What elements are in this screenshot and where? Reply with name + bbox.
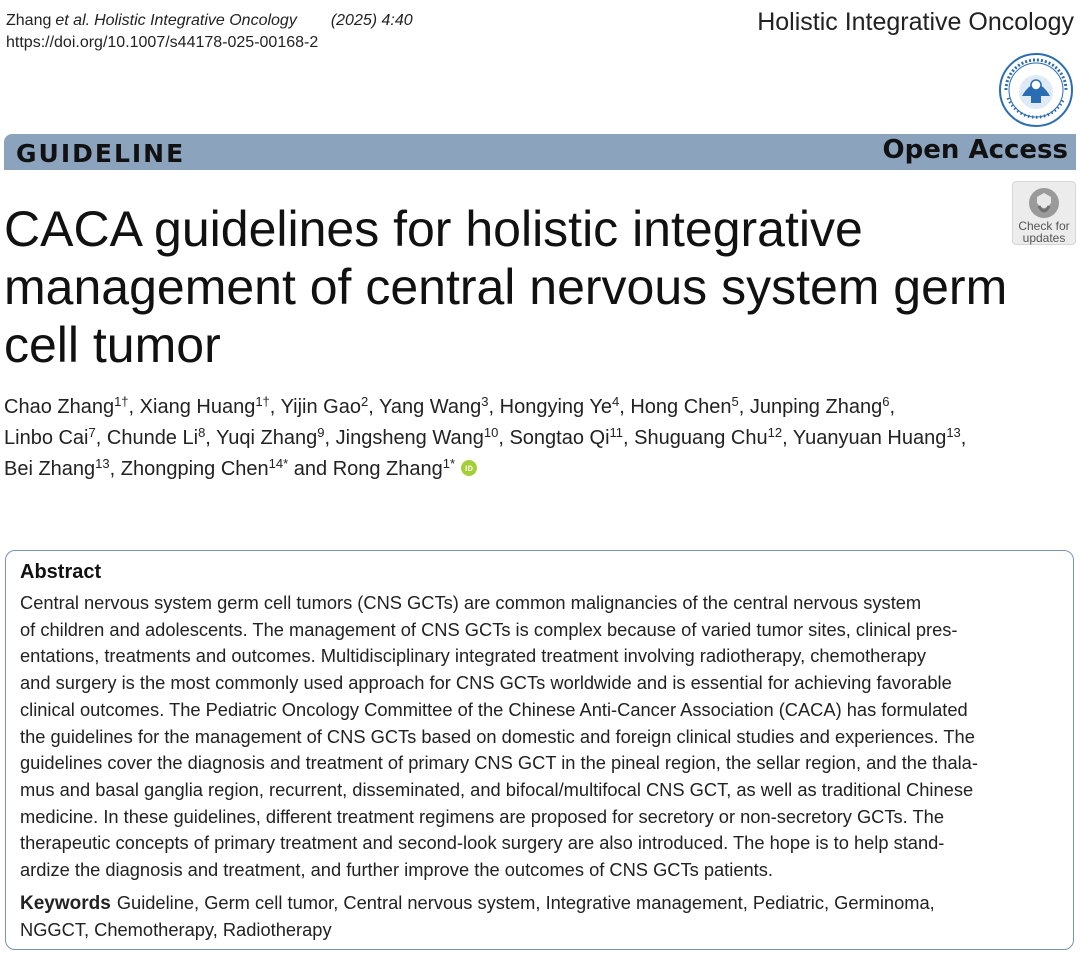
author-affiliation: 4 xyxy=(611,394,620,409)
author-affiliation: 6 xyxy=(882,394,890,409)
abstract-line: clinical outcomes. The Pediatric Oncology Committee of the Chinese Anti-Cancer Association (CACA) has formulated xyxy=(20,698,968,720)
abstract-line: medicine. In these guidelines, different treatment regimens are proposed for secretory or non-secretory GCTs. The xyxy=(20,805,944,827)
author-affiliation: 13 xyxy=(95,456,110,471)
check-updates-line2: updates xyxy=(1022,231,1066,245)
journal-name: Holistic Integrative Oncology xyxy=(757,8,1074,36)
author-affiliation: 1† xyxy=(114,394,129,409)
abstract-line: ardize the diagnosis and treatment, and further improve the outcomes of CNS GCTs patients. xyxy=(20,859,773,881)
abstract-line: the guidelines for the management of CNS GCTs based on domestic and foreign clinical studies and experiences. The xyxy=(20,725,975,747)
abstract-box xyxy=(5,550,1074,950)
abstract-heading: Abstract xyxy=(20,561,102,583)
abstract-line: guidelines cover the diagnosis and treatment of primary CNS GCT in the pineal region, the sellar region, and the thala- xyxy=(20,752,978,774)
check-updates-icon xyxy=(1027,186,1061,220)
abstract-line: therapeutic concepts of primary treatment and second-look surgery are also introduced. The hope is to help stand- xyxy=(20,832,945,854)
author-affiliation: 10 xyxy=(483,425,499,440)
keywords-label: Keywords xyxy=(20,892,111,914)
abstract-line: entations, treatments and outcomes. Multidisciplinary integrated treatment involving radiotherapy, chemotherapy xyxy=(20,645,927,667)
author-affiliation: 2 xyxy=(360,394,369,409)
keywords-line2: NGGCT, Chemotherapy, Radiotherapy xyxy=(20,919,332,941)
author-name[interactable]: Hong Chen xyxy=(630,396,732,418)
article-type: GUIDELINE xyxy=(16,139,186,168)
author-name[interactable]: Bei Zhang xyxy=(4,458,96,480)
author-name[interactable]: Rong Zhang xyxy=(332,458,443,480)
author-affiliation: 1† xyxy=(255,394,270,409)
keywords-line1: Guideline, Germ cell tumor, Central nervous system, Integrative management, Pediatric, Germinoma, xyxy=(116,891,935,913)
check-updates-line1: Check for xyxy=(1018,219,1070,233)
author-name[interactable]: Shuguang Chu xyxy=(634,427,768,449)
author-name[interactable]: Chao Zhang xyxy=(4,396,115,418)
article-title: CACA guidelines for holistic integrative management of central nervous system germ cell tumor xyxy=(4,201,1008,373)
author-name[interactable]: Linbo Cai xyxy=(4,427,89,449)
author-and: and xyxy=(293,458,328,480)
abstract-line: mus and basal ganglia region, recurrent, disseminated, and bifocal/multifocal CNS GCT, as well as traditional Chinese xyxy=(20,778,974,800)
author-affiliation: 12 xyxy=(767,425,783,440)
author-affiliation: 5 xyxy=(731,394,739,409)
author-name[interactable]: Xiang Huang xyxy=(139,396,256,418)
author-name[interactable]: Hongying Ye xyxy=(499,396,612,418)
citation-line xyxy=(6,10,417,32)
author-affiliation: 7 xyxy=(88,425,96,440)
abstract-line: Central nervous system germ cell tumors (CNS GCTs) are common malignancies of the central nervous system xyxy=(20,592,922,613)
author-name[interactable]: Yijin Gao xyxy=(280,396,361,418)
authors-short: Zhang xyxy=(6,12,52,29)
author-affiliation: 3 xyxy=(481,394,489,409)
author-name[interactable]: Songtao Qi xyxy=(509,427,610,449)
author-list: Chao Zhang$^{1\dagger}$, Xiang Huang$^{1\dagger}$, Yijin Gao$^2$, Yang Wang$^3$, Hongying Ye$^4$, Hong Chen$^5$, Junping Zhang$^6$, Linbo Cai$^7$, Chunde Li$^8$, Yuqi Zhang$^9$, Jingsheng Wang$^{10}$, Songtao Qi$^{11}$, Shuguang Chu$^{12}$, Yuanyuan Huang$^{13}$, Bei Zhang$^{13}$, Zhongping Chen$^{14*}$ and Rong Zhang$^{1*}$ xyxy=(4,394,967,480)
author-affiliation: 1* xyxy=(442,456,456,471)
author-name[interactable]: Chunde Li xyxy=(106,427,199,449)
running-header xyxy=(6,10,417,54)
abstract-line: of children and adolescents. The management of CNS GCTs is complex because of varied tumor sites, clinical pres- xyxy=(20,618,958,640)
author-name[interactable]: Yuqi Zhang xyxy=(216,427,318,449)
journal-short: Holistic Integrative Oncology xyxy=(94,12,297,29)
association-logo-icon xyxy=(998,52,1074,128)
article-type-banner xyxy=(4,134,1076,170)
author-affiliation: 8 xyxy=(198,425,206,440)
year-volume: (2025) 4:40 xyxy=(330,12,413,29)
author-affiliation: 11 xyxy=(609,425,624,440)
et-al: et al. xyxy=(55,12,91,29)
abstract-line: and surgery is the most commonly used approach for CNS GCTs worldwide and is essential for achieving favorable xyxy=(20,672,952,694)
author-name[interactable]: Yuanyuan Huang xyxy=(792,427,947,449)
author-affiliation: 13 xyxy=(946,425,961,440)
open-access-label: Open Access xyxy=(882,135,1068,165)
doi-link[interactable]: https://doi.org/10.1007/s44178-025-00168-2 xyxy=(6,34,319,51)
author-name[interactable]: Junping Zhang xyxy=(749,396,883,418)
author-name[interactable]: Zhongping Chen xyxy=(120,458,269,480)
check-for-updates-button[interactable] xyxy=(1012,181,1076,245)
abstract-text xyxy=(20,590,1059,884)
keywords xyxy=(20,890,1059,944)
author-name[interactable]: Yang Wang xyxy=(378,396,482,418)
orcid-icon[interactable] xyxy=(461,460,477,476)
author-affiliation: 9 xyxy=(317,425,325,440)
author-name[interactable]: Jingsheng Wang xyxy=(335,427,484,449)
author-affiliation: 14* xyxy=(268,456,289,471)
